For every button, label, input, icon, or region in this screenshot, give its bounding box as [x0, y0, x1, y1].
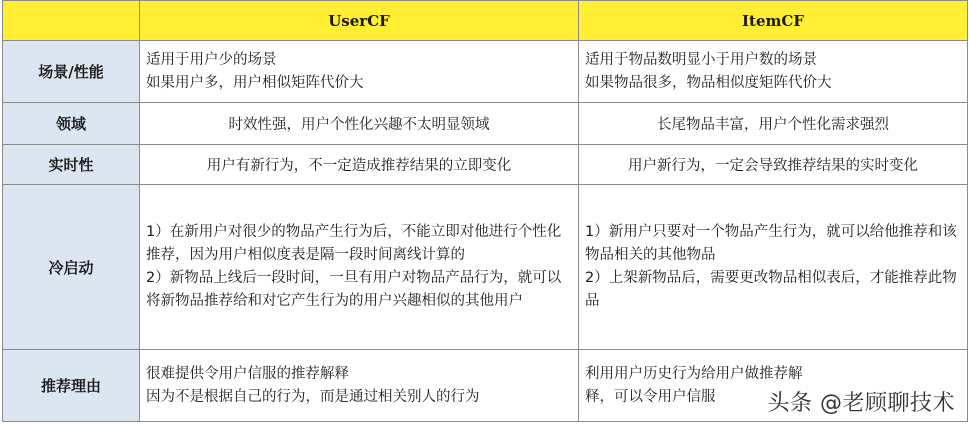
- row-realtime: [3, 145, 968, 185]
- itemcf-cold-start-para-1: 1）新用户只要对一个物品产生行为，就可以给他推荐和该物品相关的其他物品: [585, 224, 957, 263]
- itemcf-domain-cell: 长尾物品丰富，用户个性化需求强烈: [579, 103, 968, 145]
- usercf-domain-cell: 时效性强，用户个性化兴趣不太明显领域: [140, 103, 579, 145]
- header-row: [3, 1, 968, 41]
- itemcf-scenario-line-1: 适用于物品数明显小于用户数的场景: [585, 51, 817, 68]
- row-cold-start: [3, 185, 968, 350]
- usercf-reason-line-1: 很难提供令用户信服的推荐解释: [146, 365, 349, 382]
- row-label-domain: 领域: [3, 103, 140, 145]
- itemcf-scenario-line-2: 如果物品很多，物品相似度矩阵代价大: [585, 74, 832, 91]
- header-corner-cell: [3, 1, 140, 41]
- row-label-scenario: 场景/性能: [3, 41, 140, 103]
- row-label-cold-start: 冷启动: [3, 185, 140, 350]
- itemcf-cold-start-cell: [579, 185, 968, 350]
- usercf-reason-line-2: 因为不是根据自己的行为，而是通过相关别人的行为: [146, 388, 480, 405]
- header-usercf: UserCF: [140, 1, 579, 41]
- itemcf-reason-line-1: 利用用户历史行为给用户做推荐解释，可以令用户信服: [585, 365, 803, 405]
- row-scenario: [3, 41, 968, 103]
- watermark: 头条 @老顾聊技术: [767, 391, 955, 416]
- itemcf-cold-start-para-2: 2）上架新物品后，需要更改物品相似表后，才能推荐此物品: [585, 270, 957, 309]
- row-label-reason: 推荐理由: [3, 350, 140, 422]
- usercf-scenario-cell: [140, 41, 579, 103]
- header-itemcf: ItemCF: [579, 1, 968, 41]
- row-label-realtime: 实时性: [3, 145, 140, 185]
- itemcf-scenario-cell: [579, 41, 968, 103]
- usercf-reason-cell: [140, 350, 579, 422]
- usercf-cold-start-cell: [140, 185, 579, 350]
- usercf-cold-start-para-2: 2）新物品上线后一段时间，一旦有用户对物品产品行为，就可以将新物品推荐给和对它产生行为的用户兴趣相似的其他用户: [146, 270, 562, 309]
- row-domain: [3, 103, 968, 145]
- usercf-cold-start-para-1: 1）在新用户对很少的物品产生行为后，不能立即对他进行个性化推荐，因为用户相似度表是隔一段时间离线计算的: [146, 224, 562, 263]
- usercf-scenario-line-1: 适用于用户少的场景: [146, 51, 277, 68]
- usercf-scenario-line-2: 如果用户多，用户相似矩阵代价大: [146, 74, 364, 91]
- itemcf-realtime-cell: 用户新行为，一定会导致推荐结果的实时变化: [579, 145, 968, 185]
- comparison-table: [2, 0, 968, 422]
- usercf-realtime-cell: 用户有新行为，不一定造成推荐结果的立即变化: [140, 145, 579, 185]
